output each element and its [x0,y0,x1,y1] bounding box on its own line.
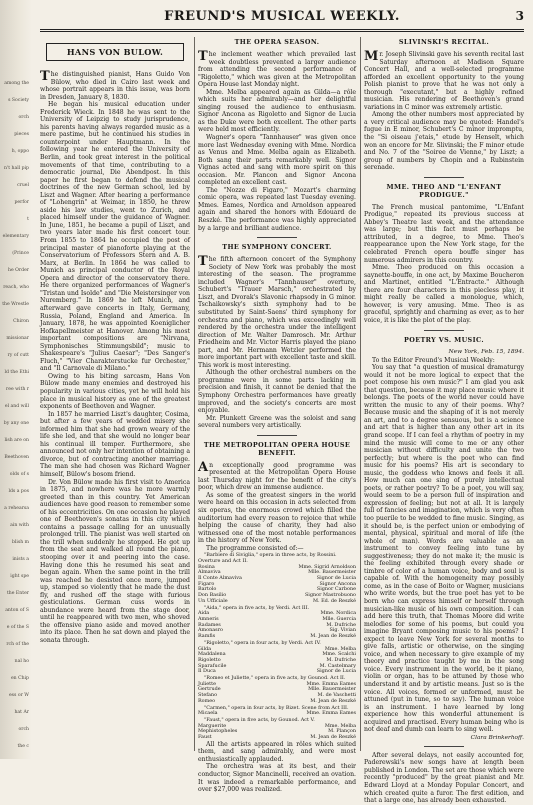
masthead-title: FREUND'S MUSICAL WEEKLY. [164,9,400,24]
programme-cast-row [198,599,356,605]
gutter-text-fragment: by any one [3,421,29,426]
cast-singer: Mme. Sigrid Arnoldson [298,563,356,570]
masthead-rule-thin [40,31,524,32]
gutter-text-fragment: missionar [6,336,29,341]
cast-role: Figaro [198,580,215,587]
cast-role: Gertrude [198,686,221,693]
article-heading-poetry: POETRY VS. MUSIC. [404,335,484,344]
page-number: 3 [515,9,524,23]
gutter-text-fragment: the Wrestle [2,302,29,307]
article-heading-opera-season: THE OPERA SEASON. [234,38,320,46]
cast-singer: Mme. Emma Eames [306,680,356,687]
article-paragraph: The programme consisted of:— [206,544,304,552]
cast-singer: Signor Ancona [319,580,356,587]
article-heading-benefit: THE METROPOLITAN OPERA HOUSE BENEFIT. [203,440,351,457]
programme-opera-title: "Barbiere di Siviglia," opera in three acts, by Rossini. Overture and Act II. [198,552,337,564]
gutter-text-fragment: (Prince [12,251,29,256]
masthead [40,9,524,31]
gutter-text-fragment: pieces [14,132,29,137]
section-rule [424,177,464,178]
gutter-text-fragment: reach, who [3,285,29,290]
gutter-text-fragment: ess or W [8,693,29,698]
gutter-text-fragment: ry of cutt [7,353,29,358]
article-paragraph: After several delays, not easily accounted for, Paderewski's new songs have at length been published in London. The set are those which were recently "produced" by the great pianist and Mr. Edward Lloyd at a Monday Popular Concert, and which created quite a furor. The first edition, and that a large one, has already been exhausted. [364,751,524,805]
cast-singer: M. de Vaschetti [317,692,356,699]
article-paragraph: An exceptionally good programme was presented at the Metropolitan Opera House last Thursday night for the benefit of the city's poor, which drew an immense audience. [198,459,356,492]
gutter-text-fragment: lish are on [4,438,29,443]
gutter-text-fragment: hat Ar [14,710,29,715]
masthead-rule [40,29,524,30]
letter-salutation: To the Editor Freund's Musical Weekly: [372,356,495,364]
column-3 [364,37,524,805]
cast-role: Aida [198,610,210,617]
article-heading-theo: MME. THEO AND "L'ENFANT PRODIGUE." [386,182,502,199]
article-paragraph: All the artists appeared in rôles which suited them, and sang admirably, and were most enthusiastically applauded. [198,740,356,763]
column-divider [194,37,195,751]
gutter-text-fragment: ight spe [10,574,29,579]
cast-role: Ramfis [198,633,216,640]
article-paragraph: Dr. Von Bülow made his first visit to America in 1875, and nowhere was he more warmly greeted than in this country. Yet American audiences have good reason to remember some of his eccentricities. On one occasion he played one of Beethoven's sonatas in this city which contains a passage calling for an unusually prolonged trill. The pianist was well started on the trill when suddenly he stopped. He got up from the seat and walked all round the piano, stooping over it and peering into the case. Having done this he resumed his seat and began again. When the same point in the trill was reached he desisted once more, jumped up, stamped so violently that he made the dust fly, and rushed off the stage with furious gesticulations. German cuss words in abundance were heard from the stage door, until he reappeared with two men, who shoved the offensive piano aside and moved another into its place. Then he sat down and played the sonata through. [40,478,190,645]
article-paragraph: The inclement weather which prevailed last week doubtless prevented a larger audience from attending the second performance of "Rigoletto," which was given at the Metropolitan Opera House last Monday night. [198,49,356,89]
article-paragraph: The orchestra was at its best, and their conductor, Signor Mancinelli, received an ovation. It was indeed a remarkable performance, and over $27,000 was realized. [198,763,356,794]
article-paragraph: Wagner's opera "Tannhauser" was given once more last Wednesday evening with Mme. Nordica as Venus and Mme. Melba again as Elizabeth. Both sang their parts remarkably well. Signor Vignas acted and sang with more spirit on this occasion. Mr. Plancon and Signor Ancona completed an excellent cast. [198,134,356,187]
gutter-text-fragment: ain with [10,523,29,528]
cast-role: Stefano [198,692,218,699]
section-rule [257,435,297,436]
cast-role: Rosina [198,563,215,570]
cast-role: Faust [198,734,212,741]
gutter-text-fragment: nal ho [14,659,29,664]
cast-singer: Mme. Melba [324,722,356,729]
article-heading-slivinski: SLIVINSKI'S RECITAL. [398,38,490,46]
cast-singer: M. Dufriche [326,621,356,628]
cast-singer: Signor Mastrobuono [304,592,356,599]
cast-singer: M. Jean de Reszké [310,633,356,640]
section-rule [424,330,464,331]
cast-singer: Mlle. Bauermeister [308,686,356,693]
programme-opera-title: "Romeo et Juliette," opera in five acts, by Gounod. Act II. [204,675,346,682]
cast-role: Il Duca [198,668,216,675]
gutter-text-fragment: a rehearsa [4,506,29,511]
gutter-text-fragment: en Chip [10,676,29,681]
column-divider [360,37,361,751]
gutter-text-fragment: rch of the [6,642,29,647]
gutter-text-fragment: t [27,217,29,222]
cast-singer: Mlle. Bauermeister [308,569,356,576]
facing-page-gutter [0,0,32,759]
cast-singer: Mlle. Guercia [322,616,356,622]
gutter-text-fragment: lds a pos [8,489,29,494]
article-heading-bulow: HANS VON BULOW. [46,43,184,61]
cast-role: Marguerite [198,722,227,729]
cast-role: Juliette [198,680,216,687]
gutter-text-fragment: orch [18,115,29,120]
gutter-text-fragment: perfor [14,200,29,205]
programme-opera-title: "Carmen," opera in four acts, by Bizet. Scene from Act III. [204,704,349,711]
gutter-text-fragment: n't hall pip [4,166,29,171]
cast-role: Romeo [198,697,216,704]
cast-singer: M. Jean de Reszké [310,697,356,704]
programme-cast-row [198,699,356,705]
gutter-text-fragment: e of the S [6,625,29,630]
gutter-text-fragment: ree with r [6,387,29,392]
article-paragraph: The "Nozze di Figaro," Mozart's charming comic opera, was repeated last Tuesday evening. Mmes. Eames, Nordica and Arnoldson appeared again and shared the honors with Edouard de Reszké. The performance was highly appreciated by a large and brilliant audience. [198,186,356,232]
cast-singer: M. Castelmary [319,662,356,669]
article-paragraph: Among the other numbers most appreciated by a very critical audience may be quoted: Handel's fugue in E minor, Schubert's C minor impromptu, the "Si oiseau j'etais," etude by Henselt, which won an encore for Mr. Slivinski; the F minor etude and No. 7 of the "Soiree de Vienne," by Liszt; a group of numbers by Chopin and a Rubinstein serenade. [364,111,524,172]
cast-singer: Signor de Lucia [316,575,356,582]
gutter-text-fragment: the Enter [6,591,29,596]
gutter-text-fragment: olds of s [9,472,29,477]
cast-singer: Mme. Melba [324,645,356,652]
gutter-text-fragment: el and will [4,404,29,409]
programme-opera-title: "Aida," opera in five acts, by Verdi. Act III. [204,604,310,611]
article-heading-symphony: THE SYMPHONY CONCERT. [222,243,332,252]
section-rule [257,237,297,238]
gutter-text-fragment: inists a [12,557,29,562]
cast-singer: M. Dufriche [326,656,356,663]
article-paragraph: Mme. Theo produced on this occasion a saynette-bouffe, in one act, by Maxime Boucheron and Martinet, entitled "L'Entracte." Although there are four characters in this piecless play, it might really be called a monologue, which, however, is very amusing. Mme. Theo is as graceful, sprightly and charming as ever, as to her voice, it is like the plot of the play. [364,264,524,324]
cast-role: Don Basilio [198,592,227,599]
gutter-text-fragment: Beethoven [4,455,29,460]
cast-singer: Mme. Scalchi [322,651,356,658]
article-paragraph: In 1857 he married Liszt's daughter, Cosima, but after a few years of wedded misery she informed him that she had grown weary of the life she led, and that she would no longer bear his continual ill temper. Furthermore, she announced not only her intention of obtaining a divorce, but of contracting another marriage. The man she had chosen was Richard Wagner himself, Bülow's bosom friend. [40,410,190,478]
cast-role: Bartolo [198,586,217,593]
cast-role: Maddalena [198,651,226,658]
article-paragraph: Mr. Joseph Slivinski gave his seventh recital last Saturday afternoon at Madison Square Concert Hall, and a well-selected programme afforded an excellent opportunity to the young Polish pianist to prove that he was not only a thorough "executant," but a highly refined musician. His rendering of Beethoven's grand variations in C minor was extremely artistic. [364,49,524,111]
letter-paragraph: You say that "a question of musical dramaturgy would it not be more logical to expect that the poet compose his own music?" I am glad you ask that question, because it may place music where it belongs. The poets of the world never could have written the music to any of their poems. Why? Because music and the shaping of it is not merely an art, and to a degree sensuous, but is a science and art that is higher than any other art in its grand scope. If I can feel a rhythm of poetry in my mind the music will come to me or any other musician without difficulty and unite the two perfectly; but where is the poet who can find music for his poems? His art is secondary to music, the goddess who knows and feels it all. How much can one sing of purely intellectual poets, or rather poetry? To be a poet, you will say, would seem to be a person full of inspiration and expression of feeling; but not at all. It is largely full of fancies and imagination, which is very often too puerile to be wedded to fine music. Singing, as it should be, is the perfect union or embodying of mental, physical, spiritual and moral of life (the whole of man). Words are valuable as an instrument to convey feeling into tune by suggestiveness; they do not make it; the music is the feeling exhibited through every shade or timbre of color of a human voice, body and soul is capable of. With the homogeneity may possibly come, as in the case of Boito or Wagner, musicians who write words, but the true poet has yet to be born who can express himself or herself through musician-like music of his own composition. I can add here this truth, that Thomas Moore did write melodies for some of his poems, but could you imagine Bryant composing music to his poems? I expect to leave New York for several months to give falls, artistic or otherwise, on the singing voice, and when necessary to give example of my theory and practice taught by me in the song voice. Every instrument in the world, be it piano, violin or organ, has to be attuned by those who understand it and by artistic means. Just so is the voice. All voices, formed or unformed, must be attuned (put in tune, so to say). The human voice is an instrument. I have learned by long experience how this wonderful attunement is acquired and practised. Every human being who is not deaf and dumb can learn to sing well. [364,364,524,734]
gutter-text-fragment: blish m [11,540,29,545]
article-paragraph: Although the other orchestral numbers on the programme were in some parts lacking in precision and finish, it cannot be denied that the Symphony Orchestra performances have greatly improved, and the society's concerts are most enjoyable. [198,369,356,415]
cast-role: Sparafucile [198,662,227,669]
letter-dateline: New York, Feb. 15, 1894. [448,348,524,355]
gutter-text-fragment: among the [4,81,29,86]
gutter-text-fragment: h, oppo [11,149,29,154]
section-rule [424,746,464,747]
gutter-text-fragment: he Order [8,268,29,273]
gutter-text-fragment: anton of S [5,608,29,613]
column-1 [40,37,190,753]
article-paragraph: Mme. Melba appeared again as Gilda—a rôle which suits her admirably—and her delightful singing roused the audience to enthusiasm. Signor Ancona as Rigoletto and Signor de Lucia as the Duke were both excellent. The other parts were held most efficiently. [198,88,356,134]
cast-singer: Signor de Lucia [316,668,356,675]
cast-singer: Mme. Emma Eames [306,710,356,717]
cast-singer: Signor Carbone [316,586,356,593]
cast-singer: M. Plançon [328,728,356,735]
article-paragraph: The distinguished pianist, Hans Guido Von Bülow, who died in Cairo last week and whose portrait appears in this issue, was born in Dresden, January 8, 1830. [40,69,190,101]
cast-singer: Mme. Nordica [320,610,356,617]
programme-opera-title: "Rigoletto," opera in four acts, by Verdi. Act IV. [204,639,321,646]
gutter-text-fragment: cruel [17,183,29,188]
benefit-programme [198,553,356,741]
article-paragraph: Owing to his biting sarcasm, Hans Von Bülow made many enemies and destroyed his popularity in various cities, yet he will hold his place in musical history as one of the greatest exponents of Beethoven and Wagner. [40,372,190,411]
gutter-text-fragment: elementary [2,234,29,239]
article-paragraph: The fifth afternoon concert of the Symphony Society of New York was probably the most interesting of the season. The programme included Wagner's "Tannhauser" overture, Schubert's "Trauer Marsch," orchestrated by Liszt, and Dvorak's Slavonic rhapsody in G minor. Tschaikowsky's sixth symphony had to be substituted by Saint-Saens' third symphony for orchestra and piano, which was exceedingly well rendered by the orchestra under the intelligent direction of Mr. Walter Damrosch. Mr. Arthur Friedheim and Mr. Victor Harris played the piano part, and Mr. Hermann Wetzler performed the more important part with excellent taste and skill. This work is most interesting. [198,254,356,369]
gutter-text-fragment: orch [18,727,29,732]
column-2 [198,37,356,794]
cast-role: Radames [198,621,221,628]
letter-signature: Clara Brinkerhoff. [470,734,524,741]
cast-role: Almaviva [198,569,221,576]
cast-role: Il Conte Almaviva [198,575,242,582]
article-paragraph: The French musical pantomime, "L'Enfant Prodigue," repeated its previous success at Abbey's Theatre last week, and the attendance was large; but this fact must perhaps be attributed, in a degree, to Mme. Theo's reappearance upon the New York stage, for the celebrated French opera bouffe singer has numerous admirers in this country. [364,203,524,264]
gutter-text-fragment: Chiron [13,319,29,324]
gutter-text-fragment: ld the Ethi [4,370,29,375]
cast-role: Mephistopheles [198,728,238,735]
article-paragraph: Mr. Plunkett Greene was the soloist and sang several numbers very artistically. [198,414,356,430]
gutter-text-fragment: the c [17,744,29,749]
cast-role: Rigoletto [198,656,221,663]
cast-role: Amneris [198,616,219,622]
article-paragraph: As some of the greatest singers in the world were heard on this occasion in acts selected from six operas, the enormous crowd which filled the auditorium had every reason to rejoice that while helping the cause of charity, they had also witnessed one of the most notable performances in the history of New York. [198,491,356,545]
article-paragraph: He began his musical education under Frederick Wieck. In 1848 he was sent to the University of Leipzig to study jurisprudence, his parents having always regarded music as a mere pastime, but he continued his studies in counterpoint under Hauptmann. In the following year he entered the University of Berlin, and took great interest in the political movements of that time, contributing to a democratic journal, Die Abendpost. In this paper he first began to defend the musical doctrines of the new German school, led by Liszt and Wagner. After hearing a performance of "Lohengrin" at Weimar, in 1850, he threw aside his law studies, went to Zurich, and placed himself under the guidance of Wagner. In June, 1851, he became a pupil of Liszt, and two years later made his first concert tour. From 1855 to 1864 he occupied the post of principal master of pianoforte playing at the Conservatorium of Professors Stern and A. B. Marx, at Berlin. In 1864 he was called to Munich as principal conductor of the Royal Opera and director of the conservatory there. He there organized performances of Wagner's "Tristan und Isolde" and "Die Meistersinger von Nuremberg." In 1869 he left Munich, and afterward gave concerts in Italy, Germany, Russia, Poland, England and America. In January, 1878, he was appointed Koeniglicher Hofkapellmeister at Hanover. Among his most important compositions are "Nirvana, Symphonisches Stimmungsbild"; music to Shakespeare's "Julius Caesar"; "Des Sanger's Fluch," "Vier Charakterstucke fur Orchester," and "Il Carnovale di Milano." [40,101,190,373]
cast-role: Gilda [198,645,212,652]
cast-role: Amonasro [198,627,223,634]
cast-role: Micaela [198,710,218,717]
gutter-text-fragment: s Society [8,98,29,103]
programme-cast-row [198,634,356,640]
cast-singer: M. Ed. de Reszké [312,597,356,604]
cast-singer: M. Jean de Reszké [310,734,356,741]
cast-singer: Sig. Vivian [329,627,356,634]
programme-opera-title: "Faust," opera in five acts, by Gounod. Act V. [204,716,315,723]
cast-role: Un Ufficiale [198,597,228,604]
